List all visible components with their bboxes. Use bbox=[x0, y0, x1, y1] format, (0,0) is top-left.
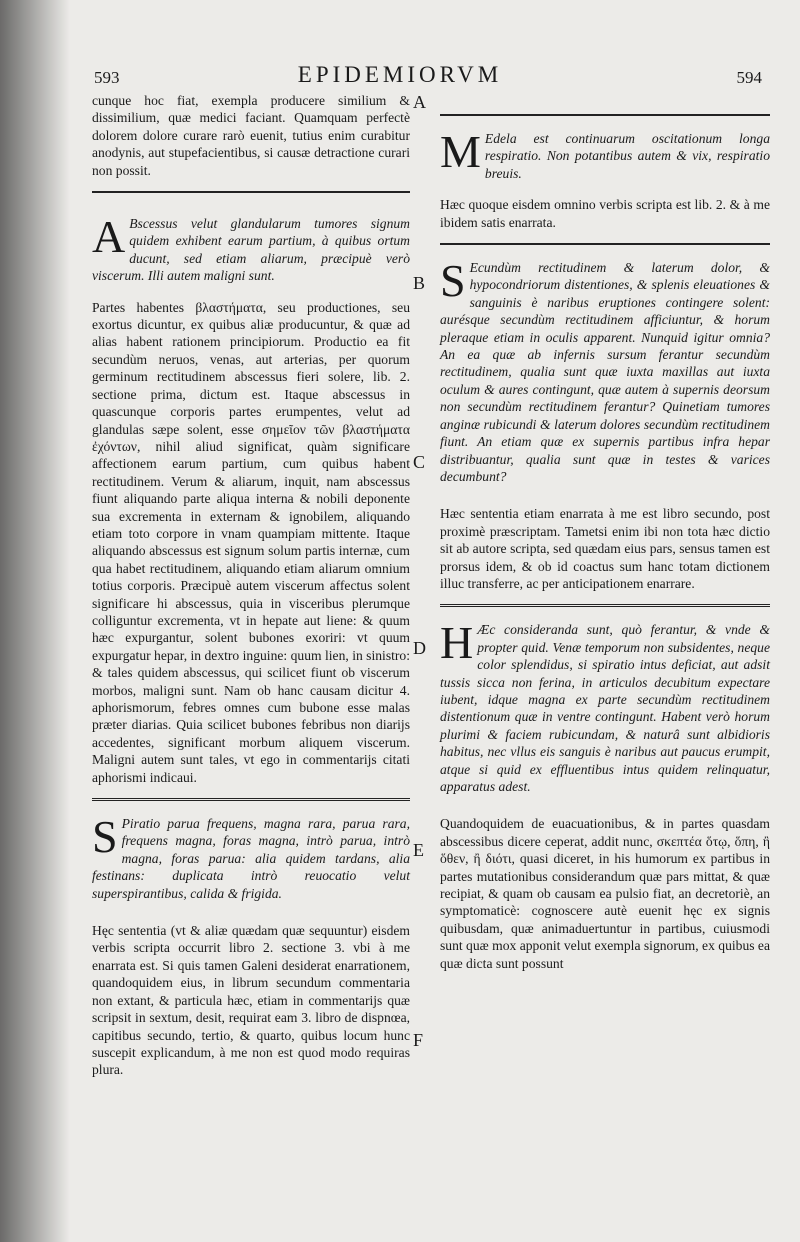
right-commentary-quandoquidem: Quandoquidem de euacuationibus, & in partes quasdam abscessibus dicere ceperat, addit nunc, σκεπτέα ὅτῳ, ὅπη, ἢ ὅθεν, ἢ διότι, quasi diceret, in his humorum ex partibus in partes mutationibus considerandum quæ pars mittat, & quæ recipiat, & quam ob causam ea pulsio fiat, an decretoriè, an symptomaticè: cognoscere autè euenit hęc ex signis quibusdam, quæ animaduertuntur in partibus, cuiusmodi sunt quæ mox apponit velut exempla signorum, ex quibus ea quæ dicta sunt possunt bbox=[440, 816, 770, 971]
right-commentary-haec-quoque: Hæc quoque eisdem omnino verbis scripta est lib. 2. & à me ibidem satis enarrata. bbox=[440, 197, 770, 230]
section-divider bbox=[92, 798, 410, 801]
drop-cap: A bbox=[92, 211, 126, 263]
drop-cap: S bbox=[440, 255, 466, 307]
right-aphorism-medela bbox=[440, 126, 770, 182]
left-column bbox=[92, 92, 410, 1085]
drop-cap: H bbox=[440, 617, 474, 669]
drop-cap: S bbox=[92, 811, 118, 863]
margin-letter-e: E bbox=[413, 840, 424, 860]
aphorism-text: Æc consideranda sunt, quò ferantur, & vnde & propter quid. Venæ temporum non subsidentes, neque color splendidus, si spiratio intus deficiat, aut adsit tussis sicca non ferina, in articulos decubitum expectare iubent, idque magna ex parte secundùm rectitudinem distentionum quæ in ventre contingunt. Habent verò horum plurimi & faciem rubicundam, & naturâ sunt albidioris habitus, nec vllus eis sanguis è naribus aut paucus erumpit, atque si quid ex effluentibus intus quidem relinquatur, apparatus adest. bbox=[440, 622, 770, 794]
page-number-left: 593 bbox=[94, 68, 120, 87]
left-commentary-partes: Partes habentes βλαστήματα, seu productiones, seu exortus dicuntur, ex quibus aliæ producuntur, & quæ ad alias habent rationem principiorum. Productio ea fit secundùm neruos, venas, aut arterias, per quorum germinum rectitudinem abscessus fieri solere, lib. 2. sectione prima, dictum est. Itaque abscessus in quascunque corporis partes erumpentes, velut ad glandulas sæpe solent, esse σημεῖον τῶν βλαστήματα ἐχόντων, nihil aliud significat, quàm significare affectionem earum partium, cum quibus habent rectitudinem. Verum & aliarum, inquit, nam abscessus fiunt aliquando parte aliqua interna & nobili deponente sua excrementa in externam & ignobilem, aliquando etiam toto corpore in vnam quampiam mittente. Itaque aliquando abscessus est signum solum partis internæ, cum qua habet rectitudinem, aliquando etiam aliarum omnium totius corporis. Præcipuè autem viscerum affectus solent significare hi abscessus, quia in visceribus plerumque colliguntur excrementa, vt in hepate aut liene: & quum hæc expurgantur, solent bubones exoriri: vt quum expurgatur hepar, in dextro inguine: quum lien, in sinistro: & tales quidem abscessus, qui scilicet fiunt ob viscerum morbos, maligni sunt. Nam ob hanc causam dicitur 4. aphorismorum, febres omnes cum bubone esse malas præter diarias. Quia scilicet bubones febribus non diarijs accedentes, significant morbum aliquem viscerum. Maligni autem sunt tales, vt ego in commentarijs citati aphorismi indicaui. bbox=[92, 299, 410, 785]
margin-letter-b: B bbox=[413, 273, 426, 293]
margin-letter-c: C bbox=[413, 452, 426, 472]
running-head-title: EPIDEMIORVM bbox=[297, 62, 503, 87]
right-commentary-haec-sententia: Hæc sententia etiam enarrata à me est libro secundo, post proximè præscriptam. Tametsi enim ibi non tota hæc dictio sit ab autore scripta, sed quædam eius pars, sensus tamen est prorsus idem, & ob id coactus sum hanc totam dictionem illuc transferre, ac per anticipationem enarrare. bbox=[440, 506, 770, 591]
margin-letter-a: A bbox=[413, 92, 426, 112]
section-divider bbox=[440, 114, 770, 116]
aphorism-text: Bscessus velut glandularum tumores signum quidem exhibent earum partium, à quibus ortum ducunt, sed etiam aliarum, præcipuè verò viscerum. Illi autem maligni sunt. bbox=[92, 216, 410, 284]
left-aphorism-abscessus bbox=[92, 211, 410, 285]
drop-cap: M bbox=[440, 126, 481, 177]
aphorism-text: Edela est continuarum oscitationum longa respiratio. Non potantibus autem & vix, respiratio breuis. bbox=[484, 131, 770, 181]
right-aphorism-haec-consideranda bbox=[440, 617, 770, 795]
page-number-right: 594 bbox=[736, 68, 762, 87]
right-column bbox=[440, 92, 770, 978]
right-aphorism-secundum bbox=[440, 255, 770, 485]
aphorism-text: Ecundùm rectitudinem & laterum dolor, & hypocondriorum distentiones, & splenis eleuationes & sanguinis è naribus eruptiones contingere solent: aurésque secundùm rectitudinem afficiuntur, & horum pleraque etiam in oculis apparent. Nunquid igitur omnia? An ea quæ ab infernis sursum ferantur secundùm rectitudinem, qualia sunt quæ iuxta maxillas aut iuxta oculum & aures contingunt, quæ autem à supernis deorsum non secundùm rectitudinem ferantur? Quinetiam tumores anginæ rubicundi & laterum dolores secundùm rectitudinem fiunt. An etiam quæ ex supernis partibus infra hepar distribuantur, qualia sunt quæ in testes & varices decumbunt? bbox=[440, 260, 770, 484]
left-paragraph-continuation: cunque hoc fiat, exempla producere similium & dissimilium, quæ medici faciant. Quamquam perfectè dolorem dolore curare rarò euenit, tutius enim curabitur anodynis, aut stupefacientibus, si causæ detractione curari non possit. bbox=[92, 93, 410, 178]
left-aphorism-spiratio bbox=[92, 811, 410, 902]
left-commentary-sententia: Hęc sententia (vt & aliæ quædam quæ sequuntur) eisdem verbis scripta occurrit libro 2. sectione 3. vbi à me enarrata est. Si quis tamen Galeni desiderat enarrationem, quandoquidem eius, in librum secundum commentaria non extant, & particula hæc, etiam in commentarijs quæ scripsit in sextum, desit, requirat eam 3. libro de dispnœa, capitibus secundo, tertio, & quarto, quibus locum hunc suscepit explicandum, à me non est quod modo requiras plura. bbox=[92, 923, 410, 1078]
margin-letter-f: F bbox=[413, 1030, 424, 1050]
section-divider bbox=[440, 243, 770, 245]
aphorism-text: Piratio parua frequens, magna rara, parua rara, frequens magna, foras magna, intrò parua, intrò magna, foras parua: alia quidem tardans, alia festinans: duplicata intrò reuocatio velut superspirantibus, calida & frigida. bbox=[92, 816, 410, 901]
margin-letter-d: D bbox=[413, 638, 426, 658]
section-divider bbox=[440, 604, 770, 607]
section-divider bbox=[92, 191, 410, 193]
